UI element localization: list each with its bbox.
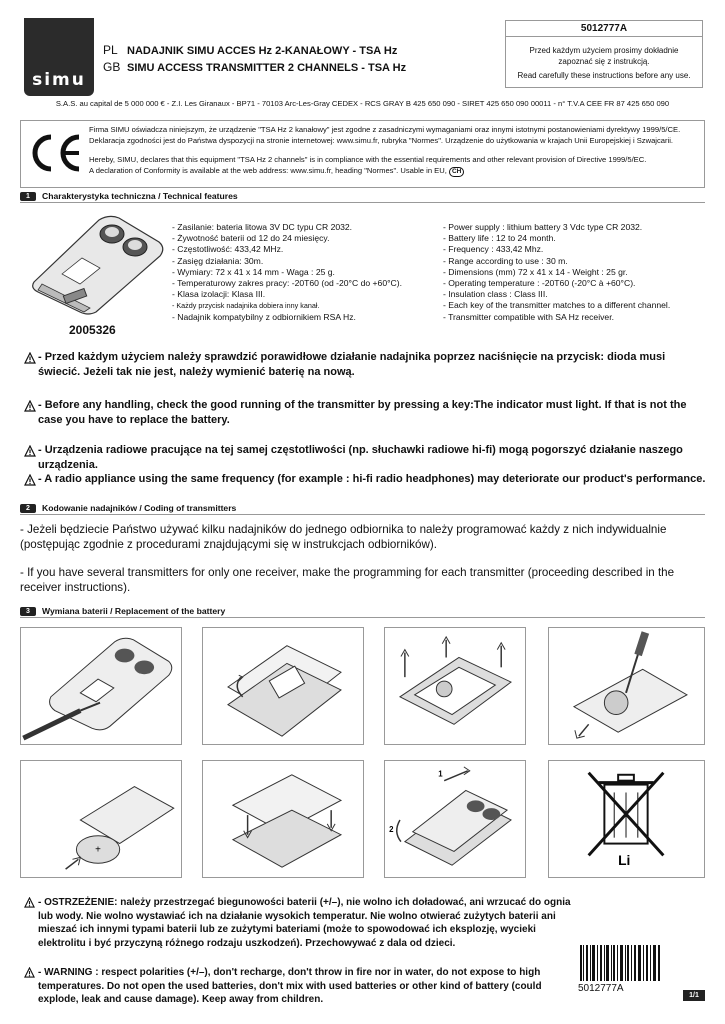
page-number: 1/1 <box>683 990 705 1001</box>
divider <box>506 36 702 37</box>
warning-text: - Urządzenia radiowe pracujące na tej samej częstotliwości (np. słuchawki radiowe hi-fi) mogą pogorszyć działanie naszego urządzenia. <box>38 444 683 471</box>
section-1-header <box>20 191 705 203</box>
remote-transmitter-illustration <box>24 212 169 317</box>
warning-triangle-icon <box>24 897 35 908</box>
ce-mark-icon <box>25 131 85 175</box>
section-label: Charakterystyka techniczna / Technical features <box>42 191 238 201</box>
warning-text: - WARNING : respect polarities (+/–), don't recharge, don't throw in fire nor in water, do not expose to high temperatures. Do not open the used batteries, don't mix with used batteries or other kind of battery (could explode, leak and cause damage). Keep away from children. <box>38 967 542 1005</box>
svg-text:+: + <box>95 844 101 856</box>
section-2-header <box>20 503 705 515</box>
spec-gb: - Insulation class : Class III. <box>443 289 548 300</box>
coding-gb: - If you have several transmitters for only one receiver, make the programming for each transmitter (proceeding described in the receiver instructions). <box>20 566 675 594</box>
warning-text: - A radio appliance using the same frequency (for example : hi-fi radio headphones) may deteriorate our product's performance. <box>38 473 706 485</box>
title-pl-lang: PL <box>103 43 118 57</box>
ch-badge: CH <box>449 167 464 177</box>
specs-gb <box>443 222 670 323</box>
spec-pl: - Częstotliwość: 433,42 MHz. <box>172 244 284 255</box>
step-insert-battery-illustration <box>20 760 182 878</box>
step-separate-shell-illustration <box>202 627 364 745</box>
coding-pl: - Jeżeli będziecie Państwo używać kilku nadajników do jednego odbiornika to należy programować każdy z nich indywidualnie (postępując zgodnie z procedurami znajdującymi się w instrukcjach odbiorników). <box>20 523 667 551</box>
spec-gb: - Frequency : 433,42 Mhz. <box>443 244 544 255</box>
arrow-label-2: 2 <box>389 824 394 834</box>
spec-pl: - Zasięg działania: 30m. <box>172 255 264 266</box>
step-reassemble-illustration <box>202 760 364 878</box>
warning-text: - Przed każdym użyciem należy sprawdzić porawidłowe działanie nadajnika poprzez naciśnięcie na przycisk: dioda musi świecić. Jeżeli tak nie jest, należy wymienić baterię na nową. <box>38 351 666 378</box>
footer-code: 5012777A <box>578 983 624 994</box>
ref-note-pl-line2: zapoznać się z instrukcją. <box>558 57 650 66</box>
logo-text: simu <box>32 70 86 90</box>
spec-pl: - Żywotność baterii od 12 do 24 miesięcy. <box>172 233 330 244</box>
warning-gb-1 <box>24 398 707 428</box>
step-close-case-illustration <box>384 760 526 878</box>
li-label: Li <box>618 853 631 869</box>
step-open-case-illustration <box>20 627 182 745</box>
section-label: Wymiana baterii / Replacement of the battery <box>42 606 226 616</box>
ref-note-pl-line1: Przed każdym użyciem prosimy dokładnie <box>529 46 679 55</box>
section-number: 3 <box>20 607 36 616</box>
ce-pl-line2: Deklaracja zgodności jest do Państwa dyspozycji na stronie internetowej: www.simu.fr, rubryka "Normes". Urządzenie do użytkowania w krajach Unii Europejskiej i Szwajcarii. <box>89 135 674 145</box>
section-label: Kodowanie nadajników / Coding of transmitters <box>42 503 237 513</box>
spec-pl: - Nadajnik kompatybilny z odbiornikiem RSA Hz. <box>172 311 356 322</box>
battery-warning-gb <box>24 966 572 1007</box>
step-remove-battery-illustration <box>548 627 705 745</box>
warning-pl-1 <box>24 350 707 380</box>
specs-pl <box>172 222 402 323</box>
warning-gb-2 <box>24 472 707 487</box>
simu-logo <box>24 18 94 96</box>
ce-declaration <box>20 120 705 188</box>
spec-gb: - Range according to use : 30 m. <box>443 255 568 266</box>
section-number: 1 <box>20 192 36 201</box>
model-number: 2005326 <box>69 323 116 337</box>
battery-warning-pl <box>24 896 572 950</box>
step-lift-board-illustration <box>384 627 526 745</box>
warning-triangle-icon <box>24 445 36 457</box>
title-gb-lang: GB <box>103 60 121 74</box>
spec-pl: - Zasilanie: bateria litowa 3V DC typu CR 2032. <box>172 222 353 232</box>
warning-triangle-icon <box>24 474 36 486</box>
ce-gb-line2: A declaration of Conformity is available at the web address: www.simu.fr, heading "Normes". Usable in EU, <box>89 165 447 175</box>
warning-triangle-icon <box>24 352 36 364</box>
spec-pl: - Klasa izolacji: Klasa III. <box>172 289 266 300</box>
spec-pl: - Wymiary: 72 x 41 x 14 mm - Waga : 25 g. <box>172 266 335 277</box>
document-titles <box>103 42 406 76</box>
ref-note-pl <box>506 45 702 67</box>
section-3-header <box>20 606 705 618</box>
spec-gb: - Dimensions (mm) 72 x 41 x 14 - Weight : 25 gr. <box>443 266 628 277</box>
company-info: S.A.S. au capital de 5 000 000 € - Z.I. Les Giranaux - BP71 - 70103 Arc-Les-Gray CEDEX - RCS GRAY B 425 650 090 - SIRET 425 650 090 00011 - n° T.V.A CEE FR 87 425 650 090 <box>55 99 670 108</box>
warning-triangle-icon <box>24 400 36 412</box>
barcode-icon <box>580 945 660 981</box>
spec-gb: - Transmitter compatible with SA Hz receiver. <box>443 311 614 322</box>
spec-gb: - Power supply : lithium battery 3 Vdc type CR 2032. <box>443 222 643 232</box>
ce-gb-line1: Hereby, SIMU, declares that this equipment "TSA Hz 2 channels" is in compliance with the essential requirements and other relevant provision of Directive 1999/5/EC. <box>89 155 647 164</box>
arrow-label-1: 1 <box>438 769 443 779</box>
section-number: 2 <box>20 504 36 513</box>
battery-disposal-symbol <box>548 760 705 878</box>
warning-pl-2 <box>24 443 707 473</box>
title-gb: SIMU ACCESS TRANSMITTER 2 CHANNELS - TSA Hz <box>127 62 407 74</box>
spec-pl: - Każdy przycisk nadajnika dobiera inny kanał. <box>172 301 320 311</box>
reference-box <box>505 20 703 88</box>
spec-gb: - Operating temperature : -20T60 (-20°C à +60°C). <box>443 278 636 289</box>
title-pl: NADAJNIK SIMU ACCES Hz 2-KANAŁOWY - TSA Hz <box>127 45 398 57</box>
ref-note-gb: Read carefully these instructions before any use. <box>517 71 691 80</box>
spec-pl: - Temperaturowy zakres pracy: -20T60 (od -20°C do +60°C). <box>172 278 403 289</box>
warning-text: - Before any handling, check the good running of the transmitter by pressing a key:The indicator must light. If that is not the case you have to replace the battery. <box>38 399 687 426</box>
ref-code: 5012777A <box>580 23 628 34</box>
warning-text: - OSTRZEŻENIE: należy przestrzegać biegunowości baterii (+/–), nie wolno ich doładować, ani wrzucać do ognia lub wody. Nie wolno wystawiać ich na działanie wysokich temperatur. Nie wolno otwierać zużytych baterii ani mieszać ich innymi typami baterii lub ze zużytymi bateriami (może to spowodować ich eksplozję, wycieki elektrolitu i być przyczyną różnego rodzaju uszkodzeń). Przechowywać z dala od dzieci. <box>38 897 571 949</box>
warning-triangle-icon <box>24 967 35 978</box>
ce-pl-line1: Firma SIMU oświadcza niniejszym, że urządzenie "TSA Hz 2 kanałowy" jest zgodne z zasadniczymi wymaganiami oraz innymi istotnymi postanowieniami dyrektywy 1999/5/CE. <box>89 125 681 134</box>
spec-gb: - Battery life : 12 to 24 month. <box>443 233 556 244</box>
spec-gb: - Each key of the transmitter matches to a different channel. <box>443 300 671 311</box>
